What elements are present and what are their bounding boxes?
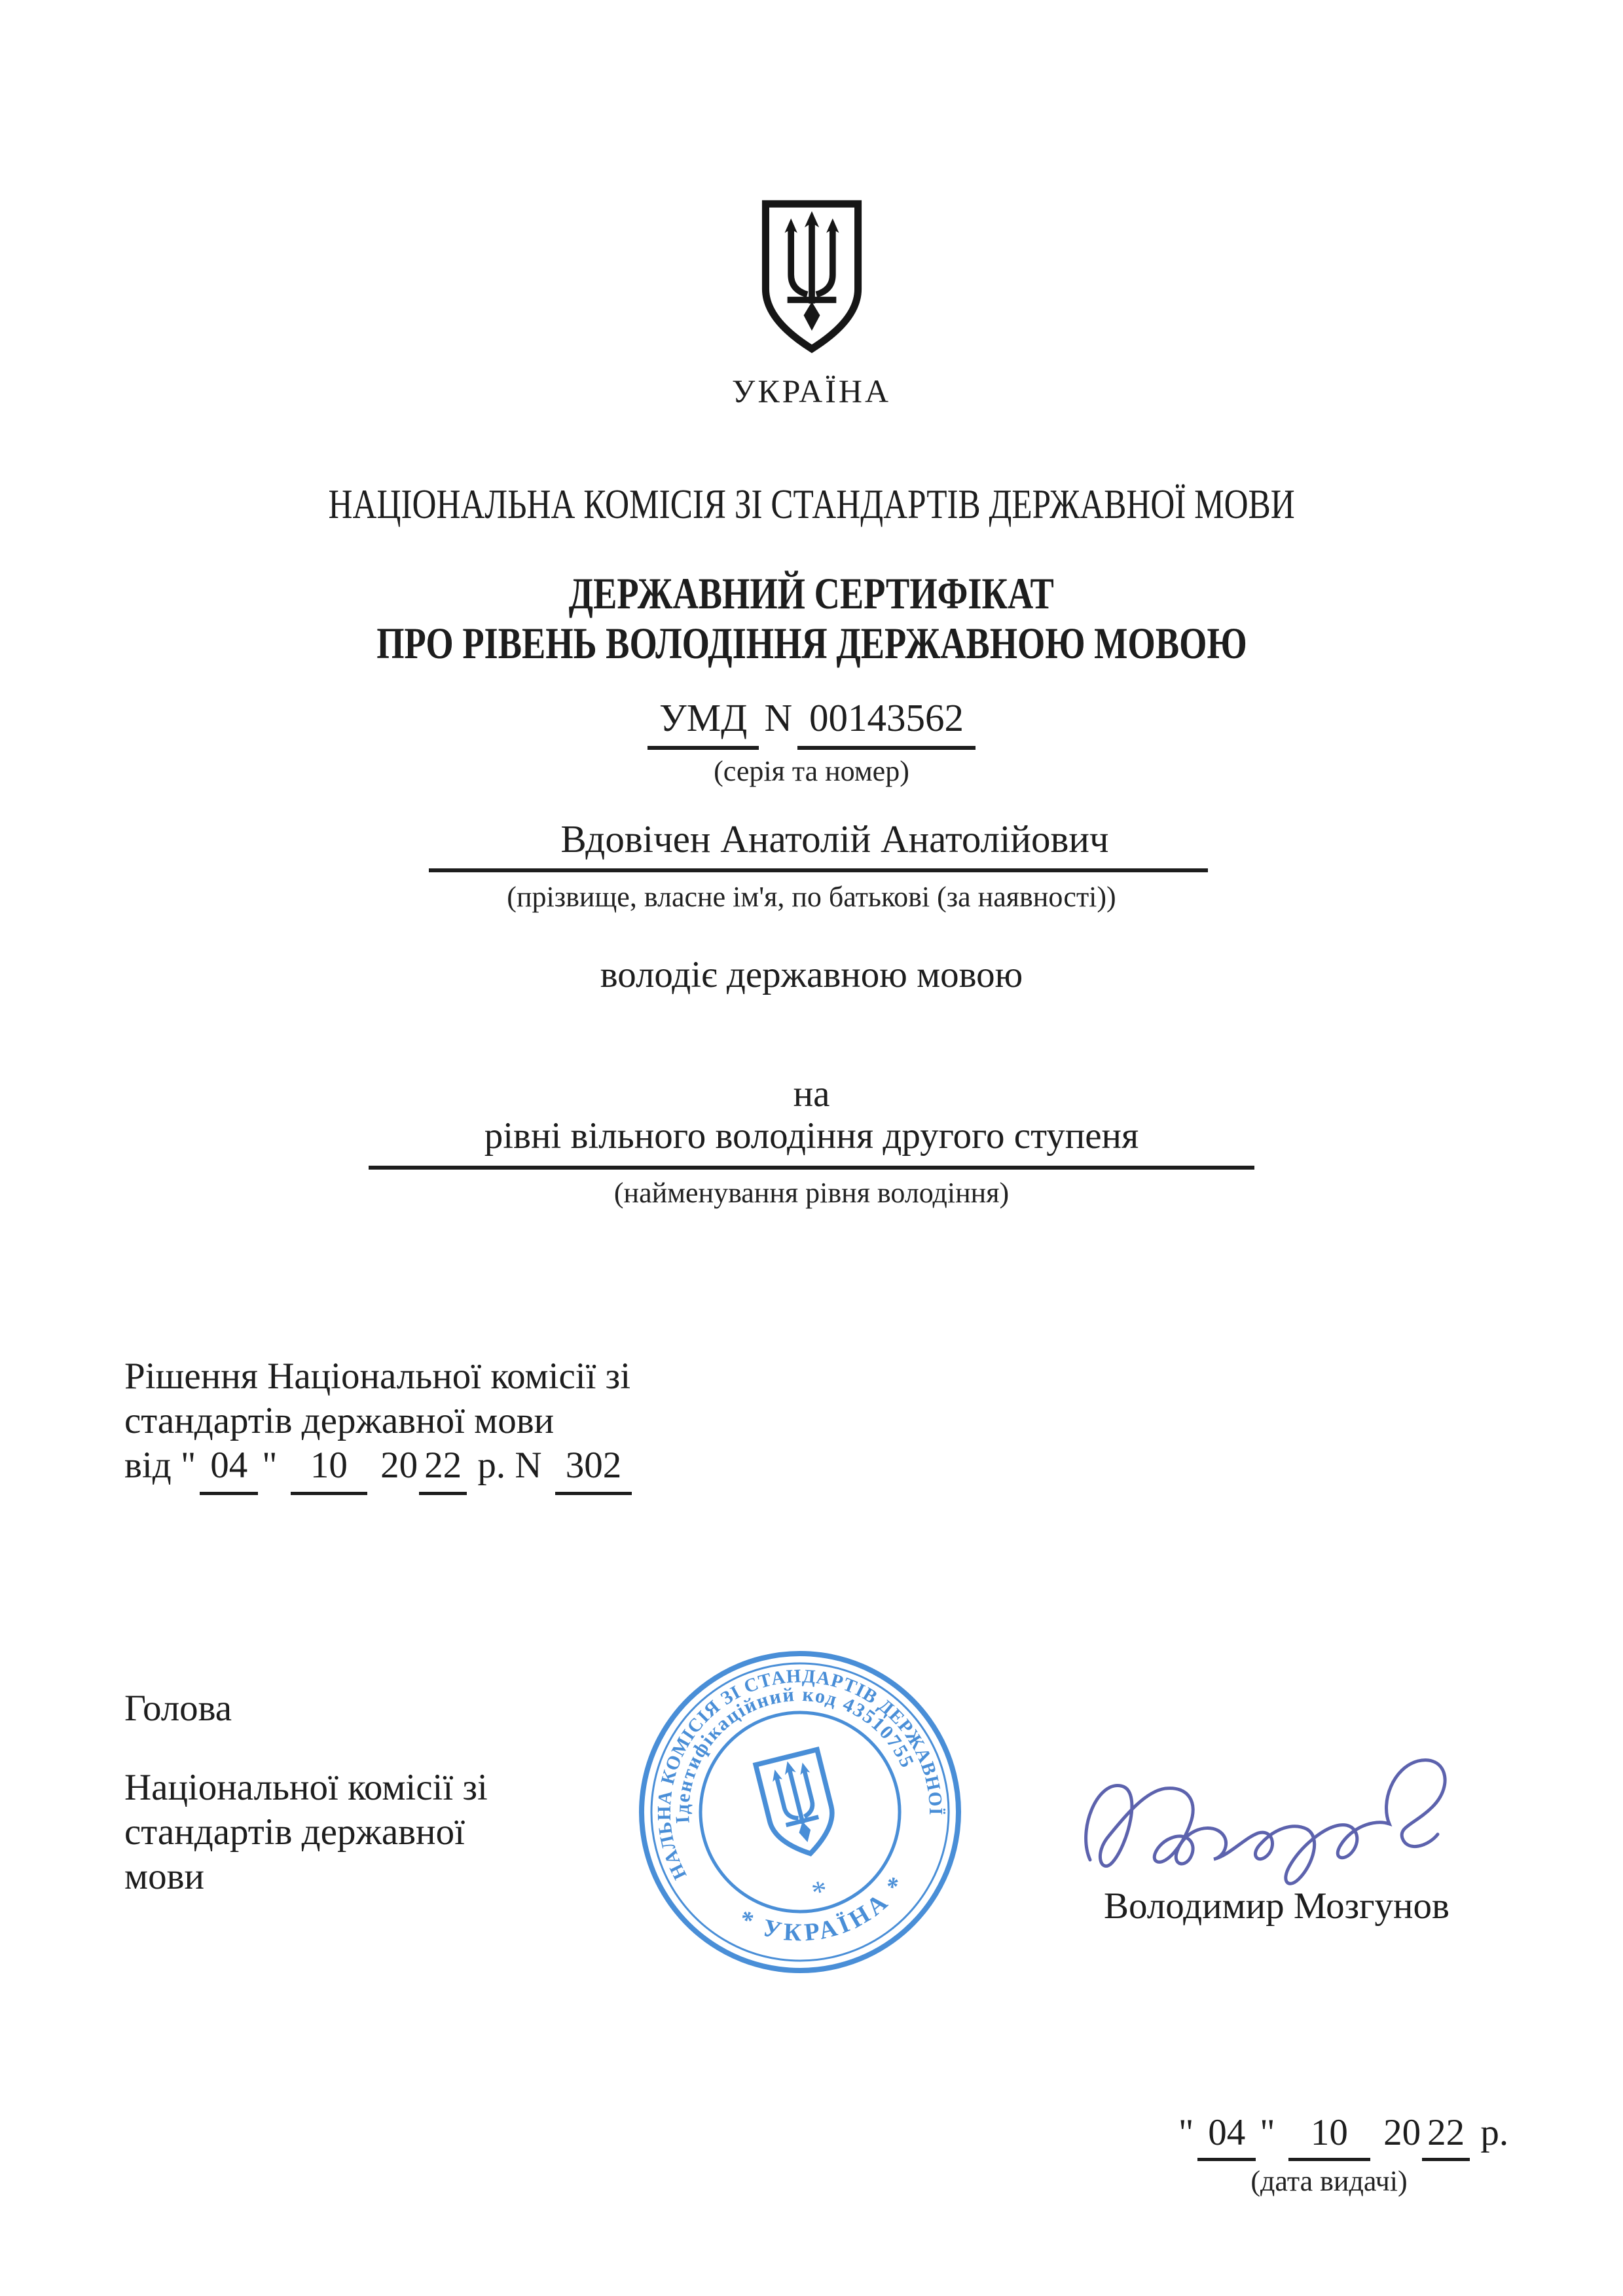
signer-position-title: Голова	[124, 1688, 232, 1729]
signer-position-block	[124, 1766, 488, 1899]
commission-name: НАЦІОНАЛЬНА КОМІСІЯ ЗІ СТАНДАРТІВ ДЕРЖАВНОЇ МОВИ	[328, 481, 1295, 527]
country-name: УКРАЇНА	[731, 373, 892, 409]
level-prefix: на	[793, 1073, 830, 1115]
issue-date-line	[1178, 2111, 1508, 2161]
decision-month-value: 10	[291, 1443, 367, 1495]
ukraine-coat-of-arms-icon	[757, 198, 866, 354]
svg-text:* УКРАЇНА *	[729, 1864, 922, 1965]
issue-month-value: 10	[1288, 2111, 1370, 2161]
serial-line	[0, 695, 1623, 750]
decision-prefix: від	[124, 1445, 172, 1486]
serial-number-value: 00143562	[797, 695, 976, 750]
stamp-code-text: Ідентифікаційний код 43510755	[671, 1683, 919, 1824]
commission-round-stamp	[638, 1650, 962, 1974]
stamp-trident-icon	[756, 1750, 841, 1862]
certificate-title-line1: ДЕРЖАВНИЙ СЕРТИФІКАТ	[568, 568, 1055, 618]
decision-number-label: N	[515, 1445, 542, 1486]
certificate-title-line2: ПРО РІВЕНЬ ВОЛОДІННЯ ДЕРЖАВНОЮ МОВОЮ	[376, 618, 1247, 668]
signer-position-line2: Національної комісії зі	[124, 1767, 488, 1808]
decision-block	[124, 1354, 636, 1495]
serial-number-label: N	[764, 696, 793, 739]
issue-date-suffix: р.	[1480, 2112, 1509, 2153]
level-field	[369, 1115, 1254, 1170]
decision-day-value: 04	[200, 1443, 258, 1495]
close-quote: "	[1260, 2112, 1275, 2153]
holder-name-caption: (прізвище, власне ім'я, по батькові (за наявності))	[507, 881, 1116, 913]
statement-text: володіє державною мовою	[600, 954, 1023, 995]
decision-line1: Рішення Національної комісії зі	[124, 1356, 631, 1397]
serial-caption: (серія та номер)	[714, 755, 909, 787]
decision-date-line	[124, 1443, 636, 1495]
close-quote: "	[262, 1445, 278, 1486]
signer-position-line3: стандартів державної	[124, 1811, 465, 1853]
serial-series-value: УМД	[647, 695, 759, 750]
decision-line2: стандартів державної мови	[124, 1400, 555, 1441]
level-caption: (найменування рівня володіння)	[613, 1177, 1010, 1209]
stamp-center-mark: *	[808, 1873, 831, 1910]
holder-name-field	[429, 817, 1208, 872]
stamp-bottom-text: * УКРАЇНА *	[735, 1868, 913, 1947]
decision-year-suffix: р.	[477, 1445, 506, 1486]
open-quote: "	[1178, 2112, 1194, 2153]
decision-year-value: 22	[419, 1443, 467, 1495]
signer-position-line4: мови	[124, 1856, 204, 1897]
decision-number-value: 302	[555, 1443, 632, 1495]
issue-day-value: 04	[1197, 2111, 1256, 2161]
issue-year-value: 22	[1422, 2111, 1470, 2161]
holder-name-value: Вдовічен Анатолій Анатолійович	[560, 817, 1109, 861]
certificate-title	[0, 568, 1623, 668]
level-value: рівні вільного володіння другого ступеня	[484, 1115, 1139, 1157]
open-quote: "	[181, 1445, 196, 1486]
issue-date-caption: (дата видачі)	[1250, 2165, 1408, 2197]
decision-century: 20	[380, 1445, 418, 1486]
signer-name: Володимир Мозгунов	[1104, 1885, 1450, 1927]
stamp-ring-text: НАЦІОНАЛЬНА КОМІСІЯ ЗІ СТАНДАРТІВ ДЕРЖАВНОЇ МОВИ	[653, 1665, 947, 1883]
chairman-signature	[1067, 1726, 1499, 1906]
issue-century: 20	[1383, 2112, 1421, 2153]
